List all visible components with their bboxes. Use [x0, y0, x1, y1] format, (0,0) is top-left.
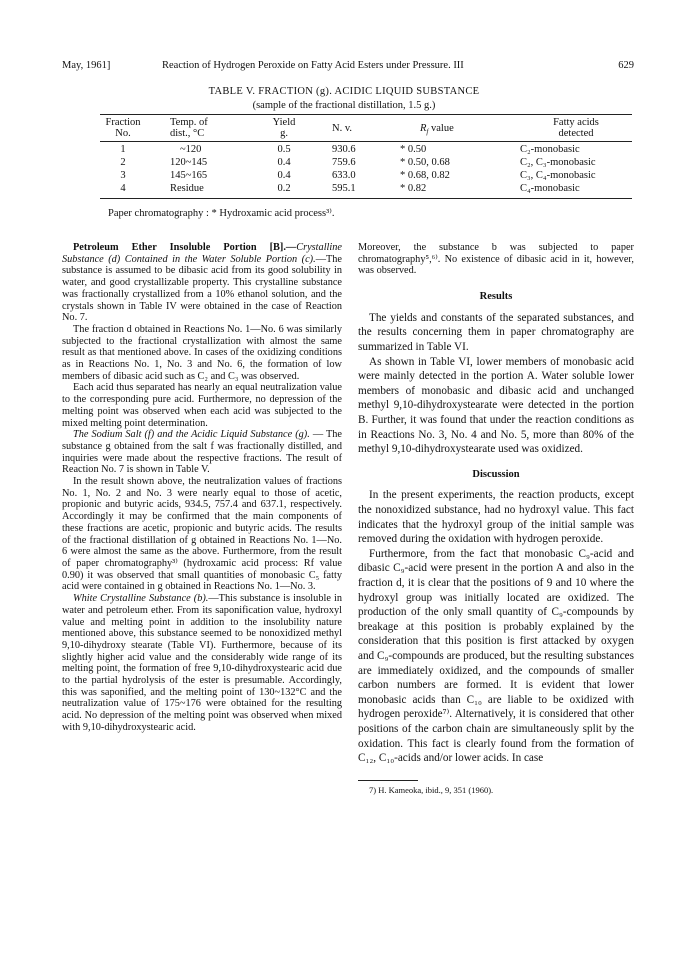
- paragraph: As shown in Table VI, lower members of monobasic acid were mainly detected in the portion A. Water soluble lower members of monobasic and dibasic acid and unchanged methyl 9,10-dihydroxystearate were detected in the portion B. Further, it was found that under the reaction conditions as in Reactions No. 3, No. 4 and No. 5, more than 80% of the methyl 9,10-dihydroxystearate used was oxidized.: [358, 355, 634, 456]
- cell-nv: 633.0: [332, 170, 356, 181]
- table-header-rule: [100, 141, 632, 142]
- cell-rf: * 0.82: [400, 183, 427, 194]
- cell-temp: 120~145: [170, 157, 208, 168]
- journal-date: May, 1961]: [62, 60, 111, 71]
- running-header: [62, 60, 634, 74]
- paragraph: [62, 242, 342, 324]
- paragraph: The yields and constants of the separated substances, and the results concerning them in paper chromatography are summarized in Table VI.: [358, 311, 634, 353]
- reference-footnote: 7) H. Kameoka, ibid., 9, 351 (1960).: [369, 784, 494, 795]
- cell-no: 4: [120, 183, 126, 194]
- cell-fatty-acid: C₂, C₃-monobasic: [520, 157, 596, 168]
- table-top-rule: [100, 114, 632, 115]
- running-title: Reaction of Hydrogen Peroxide on Fatty Acid Esters under Pressure. III: [162, 60, 464, 71]
- section-run-in-heading: Petroleum Ether Insoluble Portion [B].—: [73, 242, 297, 253]
- cell-no: 1: [120, 144, 126, 155]
- page-number: 629: [618, 60, 634, 71]
- paragraph: In the result shown above, the neutralization values of fractions No. 1, No. 2 and No. 3 were nearly equal to those of acetic, propionic and butyric acids, 934.5, 757.4 and 637.1, respectively. Accordingly it may be confirmed that the main components of these fractions are acetic, propionic and butyric acids. The results of the fractional distillation of g obtained in Reactions No. 1—No. 6 were almost the same as the above. Furthermore, from the result of paper chromatography³⁾ (hydroxamic acid process: Rf value 0.90) it was observed that small quantities of monobasic C₅ fatty acid were contained in g obtained in Reactions No. 1—No. 3.: [62, 476, 342, 593]
- cell-temp: Residue: [170, 183, 204, 194]
- paragraph-text: —This substance is insoluble in water and petroleum ether. From its saponification value, hydroxyl value and melting point in addition to the insolubility nature mentioned above, this substance seemed to be nonoxidized methyl 9,10-dihydroxy stearate (Table VI). Furthermore, because of its slightly higher acid value and the considerably wide range of its melting point, the formation of free 9,10-dihydroxystearic acid due to the partial hydrolysis of the ester is presumable. Accordingly, this was saponified, and the melting point of 130~132°C and the neutralization value of 175~176 were obtained for the resulting acid. No depression of the melting point was observed when mixed with 9,10-dihydroxystearic acid.: [62, 593, 342, 733]
- subsection-run-in-heading: Crystalline Substance (d) Contained in the Water Soluble Portion (c).: [62, 242, 342, 265]
- paragraph: [62, 429, 342, 476]
- table-subcaption: (sample of the fractional distillation, 1.5 g.): [252, 100, 436, 111]
- footnote-rule: [358, 780, 418, 781]
- cell-fatty-acid: C₃, C₄-monobasic: [520, 170, 596, 181]
- cell-yield: 0.5: [277, 144, 291, 155]
- paragraph: The fraction d obtained in Reactions No. 1—No. 6 was similarly subjected to the fractional crystallization with almost the same result as that mentioned above. In cases of the oxidizing conditions as in Reactions No. 1, No. 3 and No. 6, the formation of low members of dibasic acid such as C₂ and C₃ was observed.: [62, 323, 342, 382]
- paragraph: [62, 593, 342, 733]
- col-header-fatty: Fatty acids: [553, 117, 599, 128]
- cell-yield: 0.4: [277, 157, 291, 168]
- col-header-yield: Yield: [272, 117, 296, 128]
- cell-yield: 0.2: [277, 183, 291, 194]
- col-header-rf: $R_f$ value: [420, 123, 454, 137]
- table-bottom-rule: [100, 198, 632, 199]
- col-header-yield-unit: g.: [280, 128, 288, 139]
- col-header-temp-unit: dist., °C: [170, 128, 205, 139]
- table-caption: TABLE V. FRACTION (g). ACIDIC LIQUID SUBSTANCE: [208, 86, 480, 97]
- section-heading-discussion: Discussion: [472, 468, 520, 480]
- cell-rf: * 0.50, 0.68: [400, 157, 450, 168]
- paragraph-text: — The substance g obtained from the salt f was fractionally distilled, and inquiries were made about the respective fractions. The result of Reaction No. 7 is shown in Table V.: [62, 429, 342, 476]
- section-heading-results: Results: [479, 291, 513, 303]
- cell-temp: 145~165: [170, 170, 208, 181]
- cell-no: 3: [120, 170, 126, 181]
- paragraph: Each acid thus separated has nearly an equal neutralization value to the corresponding pure acid. Furthermore, no depression of the melting point was observed when each acid was subjected to the mixed melting point determination.: [62, 382, 342, 429]
- rf-symbol: R: [420, 123, 427, 134]
- col-header-nv: N. v.: [332, 123, 353, 134]
- paragraph: In the present experiments, the reaction products, except the nonoxidized substance, had no hydroxyl value. This fact indicates that the hydroxyl group of the initial sample was removed during the oxidation with hydrogen peroxide.: [358, 489, 634, 546]
- cell-nv: 759.6: [332, 157, 356, 168]
- col-header-temp: Temp. of: [170, 117, 208, 128]
- cell-rf: * 0.68, 0.82: [400, 170, 450, 181]
- rf-subscript: f: [426, 128, 429, 137]
- cell-nv: 595.1: [332, 183, 356, 194]
- cell-nv: 930.6: [332, 144, 356, 155]
- left-column: [62, 242, 342, 734]
- col-header-fraction-no: No.: [115, 128, 131, 139]
- cell-yield: 0.4: [277, 170, 291, 181]
- subsection-run-in-heading: The Sodium Salt (f) and the Acidic Liquid Substance (g).: [73, 429, 310, 441]
- right-column: [358, 242, 634, 796]
- paragraph-text: —The substance is assumed to be dibasic acid from its good solubility in water, and good crystallizable property. This crystalline substance was fractionally crystallized from a 10% ethanol solution, and the crystals shown in Table IV were obtained in the case of Reaction No. 7.: [62, 253, 342, 324]
- subsection-run-in-heading: White Crystalline Substance (b).: [73, 593, 209, 605]
- cell-no: 2: [120, 157, 126, 168]
- col-header-detected: detected: [558, 128, 594, 139]
- paragraph: Moreover, the substance b was subjected to paper chromatography⁵,⁶⁾. No existence of dibasic acid in it, however, was observed.: [358, 242, 634, 277]
- paragraph: Furthermore, from the fact that monobasic C₉-acid and dibasic C₉-acid were present in the portion A and also in the fraction d, it is clear that the positions of 9 and 10 where the hydroxyl group was initially located are oxidized. The production of the only small quantity of C₉-compounds by breakage at this position is probably explained by the consideration that this position is first attacked by oxygen and C₉-compounds are produced, but the resulting substances are immediately oxidized, and the compounds of smaller carbon numbers are formed. It is evident that lower monobasic acids than C₁₀ are liable to be oxidized with hydrogen peroxide⁷⁾. Alternatively, it is considered that other positions of the carbon chain are simultaneously split by the oxidation. This fact is clearly found from the formation of C₁₂, C₁₀-acids and/or lower acids. In case: [358, 547, 634, 765]
- cell-fatty-acid: C₄-monobasic: [520, 183, 580, 194]
- col-header-fraction: Fraction: [105, 117, 141, 128]
- table-footnote: Paper chromatography : * Hydroxamic acid process³⁾.: [108, 208, 335, 219]
- cell-temp: ~120: [180, 144, 202, 155]
- cell-rf: * 0.50: [400, 144, 427, 155]
- cell-fatty-acid: C₂-monobasic: [520, 144, 580, 155]
